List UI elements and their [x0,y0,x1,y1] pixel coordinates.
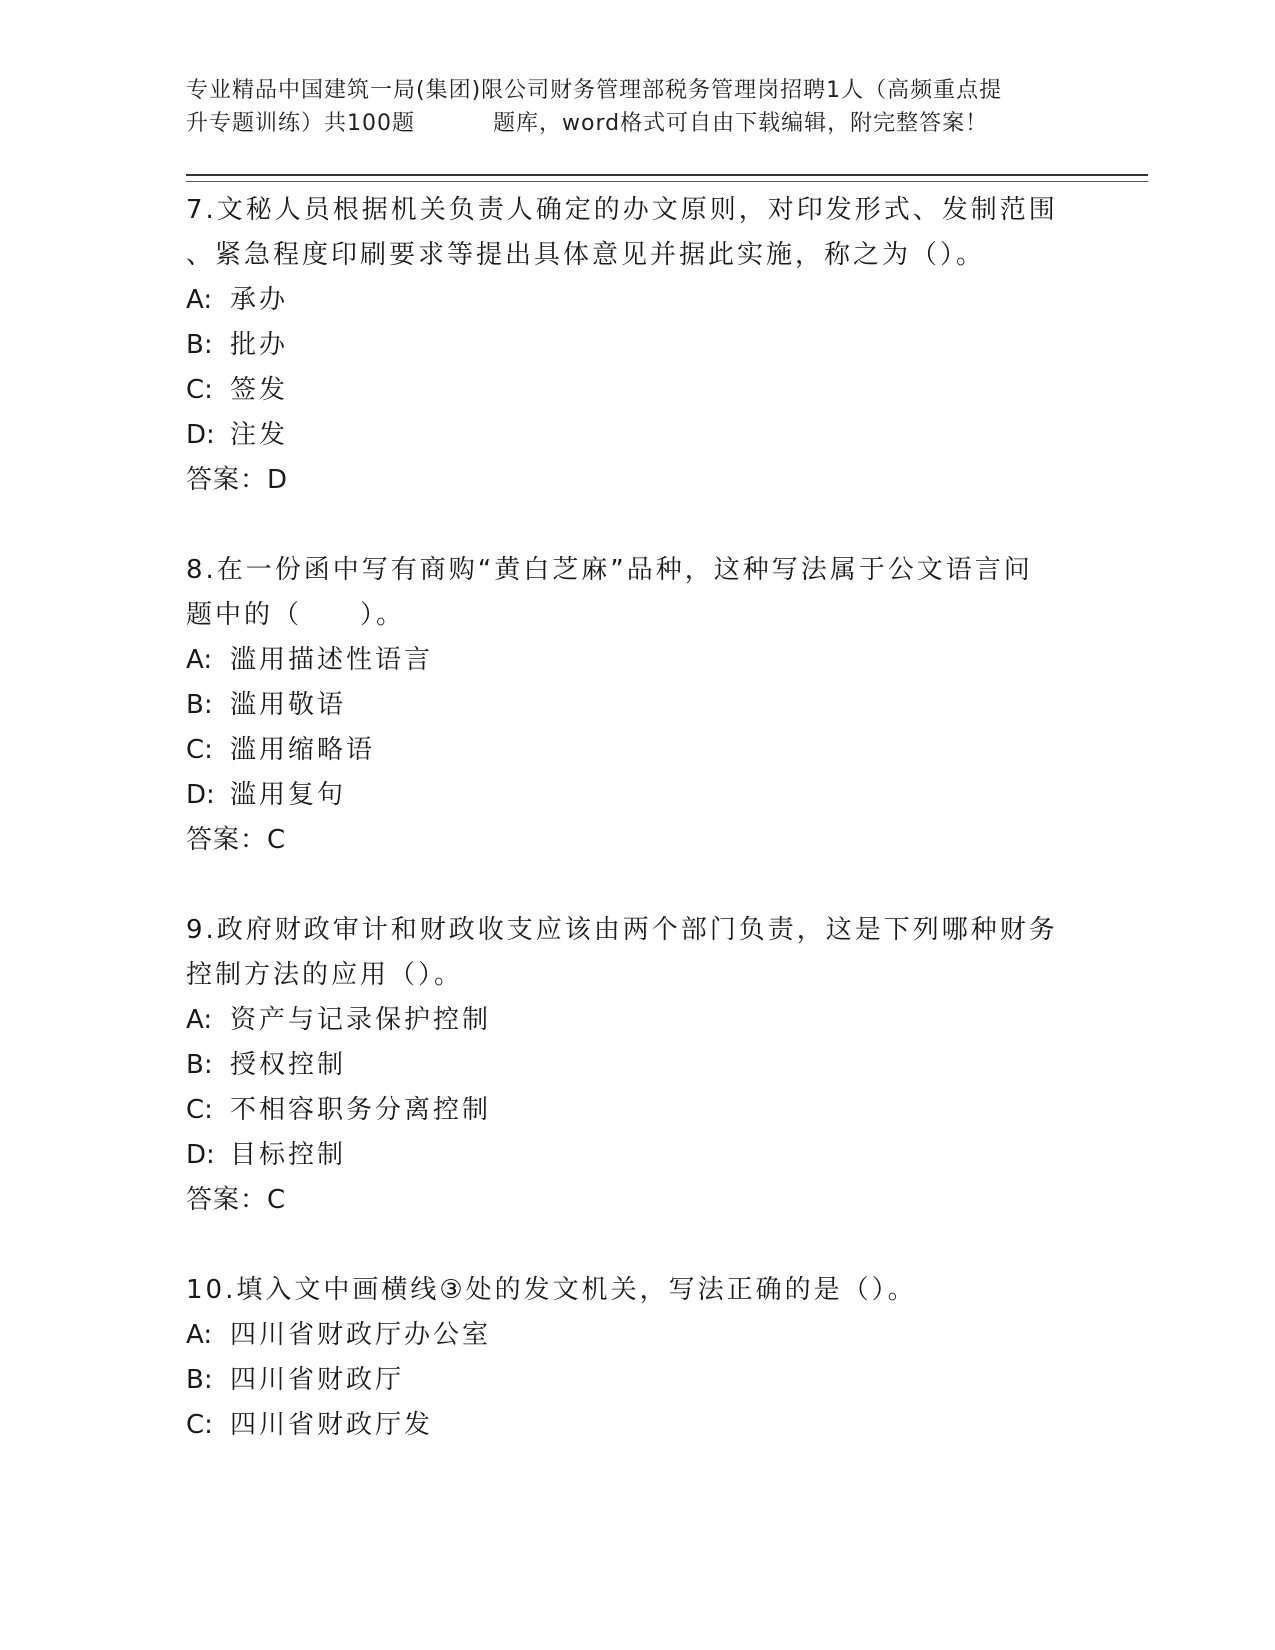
option-c [186,1088,1086,1133]
option-b [186,1358,1086,1403]
answer-value: C [267,825,287,855]
question-8 [186,548,1086,863]
option-text: 滥用描述性语言 [230,645,434,675]
header-subtitle: 题库，word格式可自由下载编辑，附完整答案！ [493,111,989,136]
question-stem-line: 题中的（ ）。 [186,600,406,630]
option-b [186,1043,1086,1088]
option-c [186,1403,1086,1448]
answer-line [186,458,1086,503]
option-text: 不相容职务分离控制 [230,1095,492,1125]
answer-line [186,1178,1086,1223]
option-b [186,323,1086,368]
header-title-line-1: 专业精品中国建筑一局(集团)限公司财务管理部税务管理岗招聘1人（高频重点提 [186,78,1003,103]
header-divider-thin [186,181,1148,182]
option-key: B: [186,690,213,720]
question-stem-line: 10.填入文中画横线③处的发文机关，写法正确的是（）。 [186,1275,917,1305]
answer-label: 答案： [186,465,268,495]
question-7 [186,188,1086,503]
option-text: 目标控制 [230,1140,347,1170]
question-stem-line: 7.文秘人员根据机关负责人确定的办文原则，对印发形式、发制范围 [186,195,1058,225]
option-text: 批办 [230,330,289,360]
option-text: 四川省财政厅办公室 [230,1320,492,1350]
option-key: C: [186,1095,213,1125]
option-d [186,413,1086,458]
answer-label: 答案： [186,1185,268,1215]
option-d [186,1133,1086,1178]
option-a [186,278,1086,323]
option-key: C: [186,1410,213,1440]
answer-value: C [267,1185,287,1215]
question-9 [186,908,1086,1223]
option-key: A: [186,1005,213,1035]
option-a [186,1313,1086,1358]
question-stem-line: 、紧急程度印刷要求等提出具体意见并据此实施，称之为（）。 [186,240,986,270]
option-key: B: [186,1365,213,1395]
question-stem-line: 8.在一份函中写有商购“黄白芝麻”品种，这种写法属于公文语言问 [186,555,1033,585]
option-key: B: [186,330,213,360]
option-key: C: [186,375,213,405]
option-text: 签发 [230,375,289,405]
option-key: A: [186,285,213,315]
answer-line [186,818,1086,863]
option-b [186,683,1086,728]
question-stem-line: 控制方法的应用（）。 [186,960,464,990]
option-key: C: [186,735,213,765]
option-a [186,998,1086,1043]
option-key: D: [186,420,215,450]
question-10 [186,1268,1086,1448]
header-title-line-2 [186,107,1086,140]
option-key: A: [186,645,213,675]
option-c [186,728,1086,773]
option-c [186,368,1086,413]
option-text: 四川省财政厅发 [230,1410,434,1440]
option-key: A: [186,1320,213,1350]
option-key: B: [186,1050,213,1080]
header-divider-thick [186,174,1148,176]
question-stem-line: 9.政府财政审计和财政收支应该由两个部门负责，这是下列哪种财务 [186,915,1058,945]
option-text: 资产与记录保护控制 [230,1005,492,1035]
option-text: 滥用复句 [230,780,347,810]
option-a [186,638,1086,683]
option-key: D: [186,1140,215,1170]
answer-label: 答案： [186,825,268,855]
option-text: 授权控制 [230,1050,347,1080]
page-header [186,74,1086,140]
option-key: D: [186,780,215,810]
option-text: 四川省财政厅 [230,1365,405,1395]
answer-value: D [267,465,289,495]
option-text: 承办 [230,285,289,315]
question-list [186,188,1086,1448]
option-text: 滥用缩略语 [230,735,376,765]
header-title-line-2-left: 升专题训练）共100题 [186,111,415,136]
option-text: 滥用敬语 [230,690,347,720]
option-text: 注发 [230,420,289,450]
option-d [186,773,1086,818]
